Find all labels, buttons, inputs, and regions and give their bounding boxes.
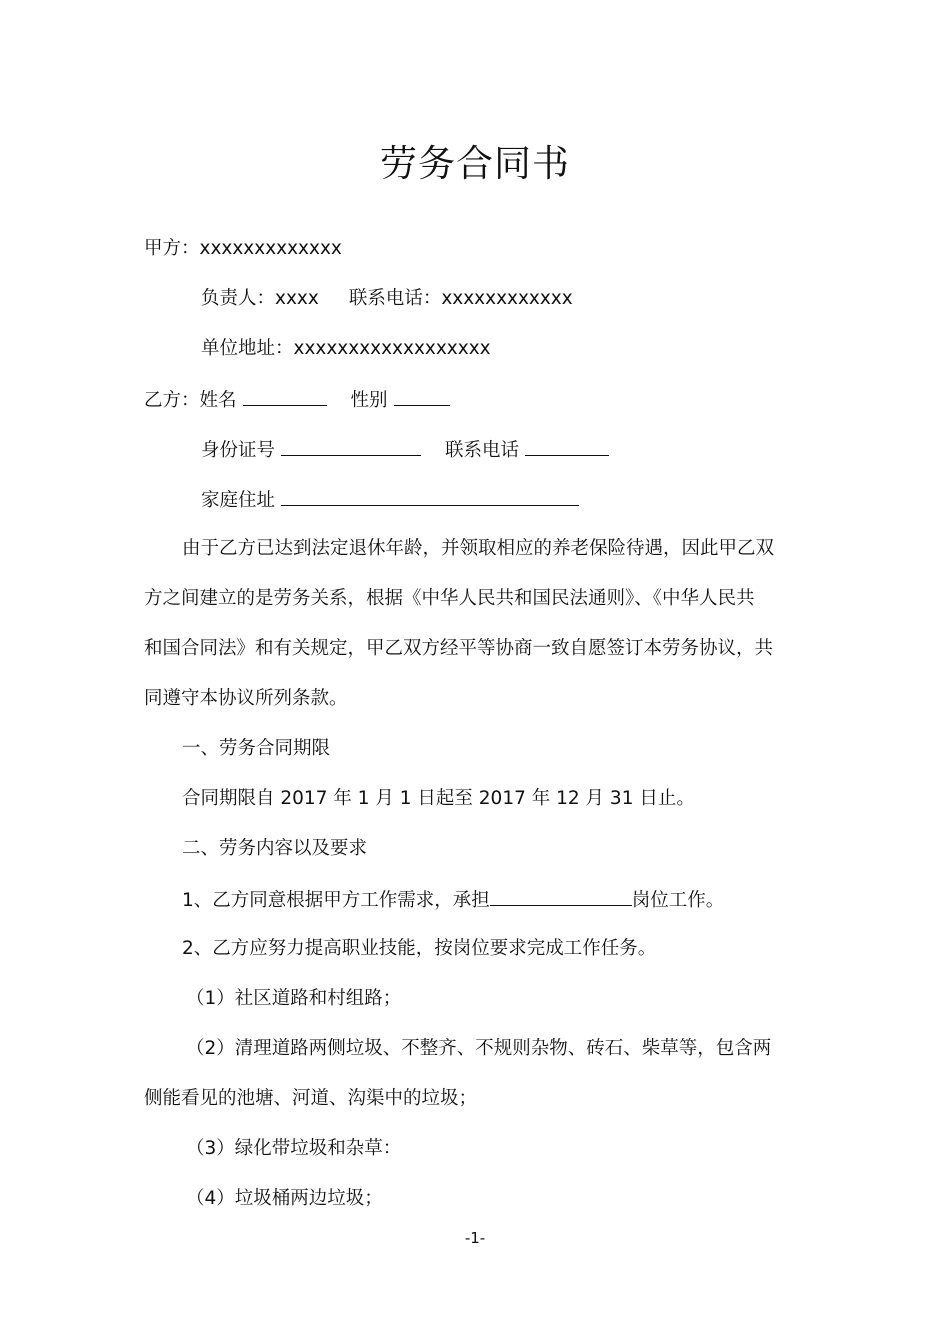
party-a-address-label: 单位地址： — [201, 338, 294, 359]
party-b-id-line — [201, 436, 609, 464]
preamble-line: 同遵守本协议所列条款。 — [144, 688, 348, 709]
sub-item-2: （2）清理道路两侧垃圾、不整齐、不规则杂物、砖石、柴草等，包含两 — [186, 1038, 772, 1059]
party-a-label: 甲方： — [144, 238, 200, 259]
party-b-phone-blank — [525, 436, 609, 456]
party-b-address-blank — [281, 486, 579, 506]
party-b-name-blank — [243, 386, 327, 406]
sub-item-1: （1）社区道路和村组路； — [186, 988, 402, 1009]
party-a-address: xxxxxxxxxxxxxxxxxx — [293, 338, 491, 359]
party-a-contact-line — [201, 286, 573, 312]
party-b-name-label: 姓名 — [199, 390, 237, 411]
preamble-line: 由于乙方已达到法定退休年龄，并领取相应的养老保险待遇，因此甲乙双 — [182, 538, 775, 559]
page-number: -1- — [464, 1229, 486, 1247]
party-a-phone-label: 联系电话： — [348, 288, 442, 309]
job-position-blank — [490, 886, 632, 906]
party-a-line — [144, 236, 342, 262]
section-2-item-2: 2、乙方应努力提高职业技能，按岗位要求完成工作任务。 — [182, 938, 657, 959]
party-b-gender-label: 性别 — [350, 390, 388, 411]
section-2-item-1 — [182, 886, 724, 914]
sub-item-4: （4）垃圾桶两边垃圾； — [186, 1188, 383, 1209]
party-b-line — [144, 386, 450, 414]
party-a-name: xxxxxxxxxxxxx — [199, 238, 342, 259]
party-a-contact-name: xxxx — [275, 288, 319, 309]
sub-item-3: （3）绿化带垃圾和杂草： — [186, 1138, 402, 1159]
item-1-suffix: 岗位工作。 — [631, 890, 725, 911]
party-b-phone-label: 联系电话 — [445, 440, 520, 461]
item-1-prefix: 1、乙方同意根据甲方工作需求，承担 — [182, 890, 490, 911]
preamble-line: 和国合同法》和有关规定，甲乙双方经平等协商一致自愿签订本劳务协议，共 — [144, 638, 774, 659]
party-b-label: 乙方： — [144, 390, 200, 411]
preamble-line: 方之间建立的是劳务关系，根据《中华人民共和国民法通则》、《中华人民共 — [144, 588, 755, 609]
party-b-id-blank — [281, 436, 421, 456]
party-a-phone: xxxxxxxxxxxx — [441, 288, 573, 309]
party-b-address-line — [201, 486, 579, 514]
section-2-heading: 二、劳务内容以及要求 — [182, 838, 368, 859]
sub-item-2-continued: 侧能看见的池塘、河道、沟渠中的垃圾； — [144, 1088, 478, 1109]
party-b-gender-blank — [394, 386, 450, 406]
party-a-contact-label: 负责人： — [201, 288, 276, 309]
contract-term-text: 合同期限自 2017 年 1 月 1 日起至 2017 年 12 月 31 日止。 — [182, 788, 695, 809]
party-b-id-label: 身份证号 — [201, 440, 276, 461]
party-b-address-label: 家庭住址 — [201, 490, 276, 511]
party-a-address-line — [201, 336, 491, 362]
section-1-heading: 一、劳务合同期限 — [182, 738, 331, 759]
document-title: 劳务合同书 — [380, 142, 570, 185]
